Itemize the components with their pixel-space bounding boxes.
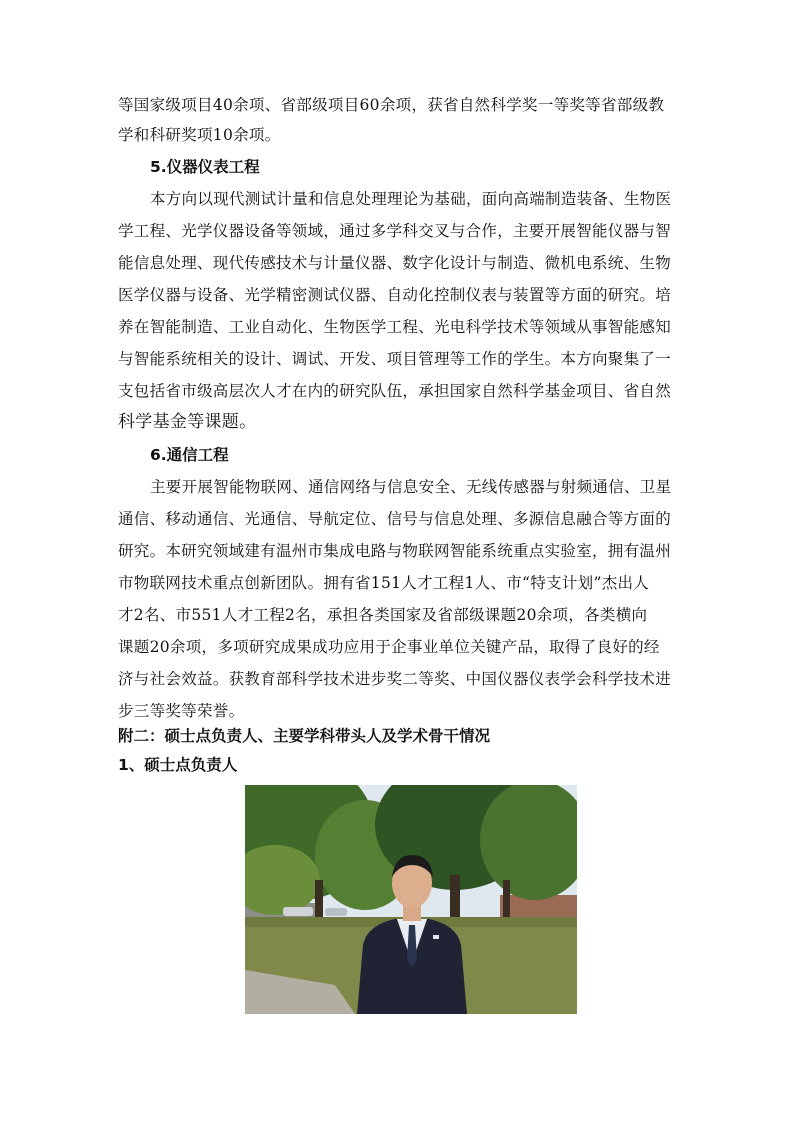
section-heading-instrument-engineering: 5.仪器仪表工程 (150, 158, 260, 176)
paragraph-line: 课题20余项，多项研究成果成功应用于企事业单位关键产品，取得了良好的经 (118, 638, 660, 656)
paragraph-line: 支包括省市级高层次人才在内的研究队伍，承担国家自然科学基金项目、省自然 (118, 382, 672, 400)
paragraph-line: 医学仪器与设备、光学精密测试仪器、自动化控制仪表与装置等方面的研究。培 (118, 286, 672, 304)
paragraph-line: 市物联网技术重点创新团队。拥有省151人才工程1人、市“特支计划”杰出人 (118, 574, 650, 592)
paragraph-line: 研究。本研究领域建有温州市集成电路与物联网智能系统重点实验室，拥有温州 (118, 542, 672, 560)
paragraph-line: 学和科研奖项10余项。 (118, 126, 281, 144)
appendix-title: 附二：硕士点负责人、主要学科带头人及学术骨干情况 (118, 727, 491, 745)
paragraph-line: 学工程、光学仪器设备等领域，通过多学科交叉与合作，主要开展智能仪器与智 (118, 222, 672, 240)
portrait-photo-illustration (245, 785, 577, 1014)
paragraph-line: 才2名、市551人才工程2名，承担各类国家及省部级课题20余项，各类横向 (118, 606, 648, 624)
paragraph-line: 济与社会效益。获教育部科学技术进步奖二等奖、中国仪器仪表学会科学技术进 (118, 670, 672, 688)
paragraph-line: 主要开展智能物联网、通信网络与信息安全、无线传感器与射频通信、卫星 (150, 478, 672, 496)
paragraph-line: 与智能系统相关的设计、调试、开发、项目管理等工作的学生。本方向聚集了一 (118, 350, 672, 368)
paragraph-line: 养在智能制造、工业自动化、生物医学工程、光电科学技术等领域从事智能感知 (118, 318, 672, 336)
appendix-subtitle: 1、硕士点负责人 (118, 756, 238, 774)
section-heading-communication-engineering: 6.通信工程 (150, 446, 229, 464)
paragraph-line: 能信息处理、现代传感技术与计量仪器、数字化设计与制造、微机电系统、生物 (118, 254, 672, 272)
paragraph-line: 本方向以现代测试计量和信息处理理论为基础，面向高端制造装备、生物医 (150, 190, 672, 208)
paragraph-line: 等国家级项目40余项、省部级项目60余项，获省自然科学奖一等奖等省部级教 (118, 96, 665, 114)
paragraph-line: 科学基金等课题。 (118, 412, 257, 432)
paragraph-line: 步三等奖等荣誉。 (118, 702, 245, 720)
paragraph-line: 通信、移动通信、光通信、导航定位、信号与信息处理、多源信息融合等方面的 (118, 510, 672, 528)
portrait-photo (245, 785, 577, 1014)
